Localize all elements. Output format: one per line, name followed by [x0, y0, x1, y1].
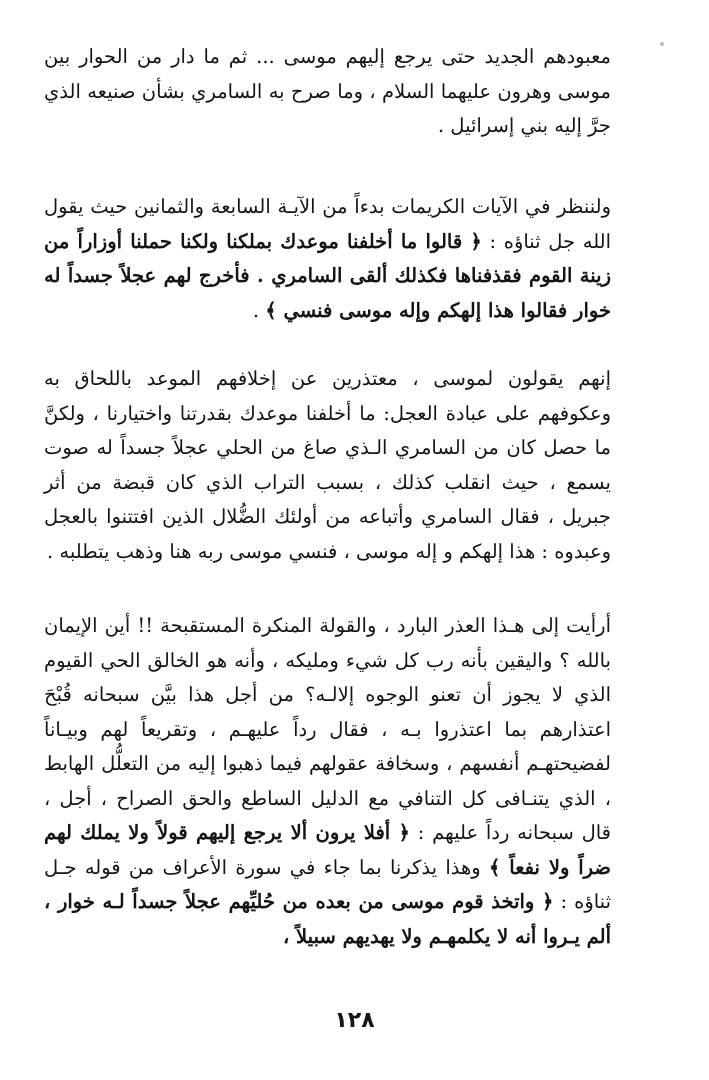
page-number: ١٢٨ [334, 1008, 375, 1033]
paragraph-4 [44, 609, 611, 954]
scan-speck [660, 42, 664, 46]
quran-quote-2: ﴿ أفلا يرون ألا يرجع إليهم قولاً ولا يملك لهم ضراً ولا نفعاً ﴾ [44, 821, 611, 879]
paragraph-2 [44, 190, 611, 328]
paragraph-1-text: معبودهم الجديد حتى يرجع إليهم موسى ... ثم ما دار من الحوار بين موسى وهرون عليهما السلام ، وما صرح به السامري بشأن صنيعه الذي جرَّ إليه بني إسرائيل . [44, 45, 611, 137]
paragraph-1 [44, 40, 611, 144]
paragraph-2-end: . [252, 298, 266, 322]
paragraph-3 [44, 362, 611, 569]
page-body [44, 40, 611, 1040]
paragraph-3-text: إنهم يقولون لموسى ، معتذرين عن إخلافهم الموعد باللحاق به وعكوفهم على عبادة العجل: ما أخلفنا موعدك بقدرتنا واختيارنا ، ولكنَّ ما حصل كان من السامري الـذي صاغ من الحلي عجلاً جسداً له صوت يسمع ، حيث انقلب كذلك ، بسبب التراب الذي كان قبضة من أثر جبريل ، فقال السامري وأتباعه من أولئك الضُّلال الذين افتتنوا بالعجل وعبدوه : هذا إلهكم و إله موسى ، فنسي موسى ربه هنا وذهب يتطلبه . [44, 367, 611, 563]
quran-quote-3: ﴿ واتخذ قوم موسى من بعده من حُليِّهم عجلاً جسداً لـه خوار ، ألم يـروا أنه لا يكلمهـم ولا يهديهم سبيلاً ، [44, 890, 611, 948]
paragraph-4-text: أرأيت إلى هـذا العذر البارد ، والقولة المنكرة المستقبحة !! أين الإيمان بالله ؟ واليقين بأنه رب كل شيء ومليكه ، وأنه هو الخالق الحي القيوم الذي لا يجوز أن تعنو الوجوه إلالـه؟ من أجل هذا بيَّن سبحانه قُبْحَ اعتذارهم بما اعتذروا بـه ، فقال رداً عليهـم ، وتقريعاً لهم وبيـاناً لفضيحتهـم أنفسهم ، وسخافة عقولهم فيما ذهبوا إليه من التعلُّل الهابط ، الذي يتنـافى كل التنافي مع الدليل الساطع والحق الصراح ، أجل ، قال سبحانه رداً عليهم : [44, 614, 611, 844]
paragraph-4-continuation: وهذا يذكرنا بما جاء في سورة الأعراف من قوله جـل ثناؤه : [44, 855, 611, 913]
quran-quote-1: ﴿ قالوا ما أخلفنا موعدك بملكنا ولكنا حملنا أوزاراً من زينة القوم فقذفناها فكذلك ألقى السامري . فأخرج لهم عجلاً جسداً له خوار فقالوا هذا إلهكم وإله موسى فنسي ﴾ [44, 229, 611, 322]
paragraph-2-intro: ولننظر في الآيات الكريمات بدءاً من الآيـة السابعة والثمانين حيث يقول الله جل ثناؤه : [44, 195, 612, 253]
